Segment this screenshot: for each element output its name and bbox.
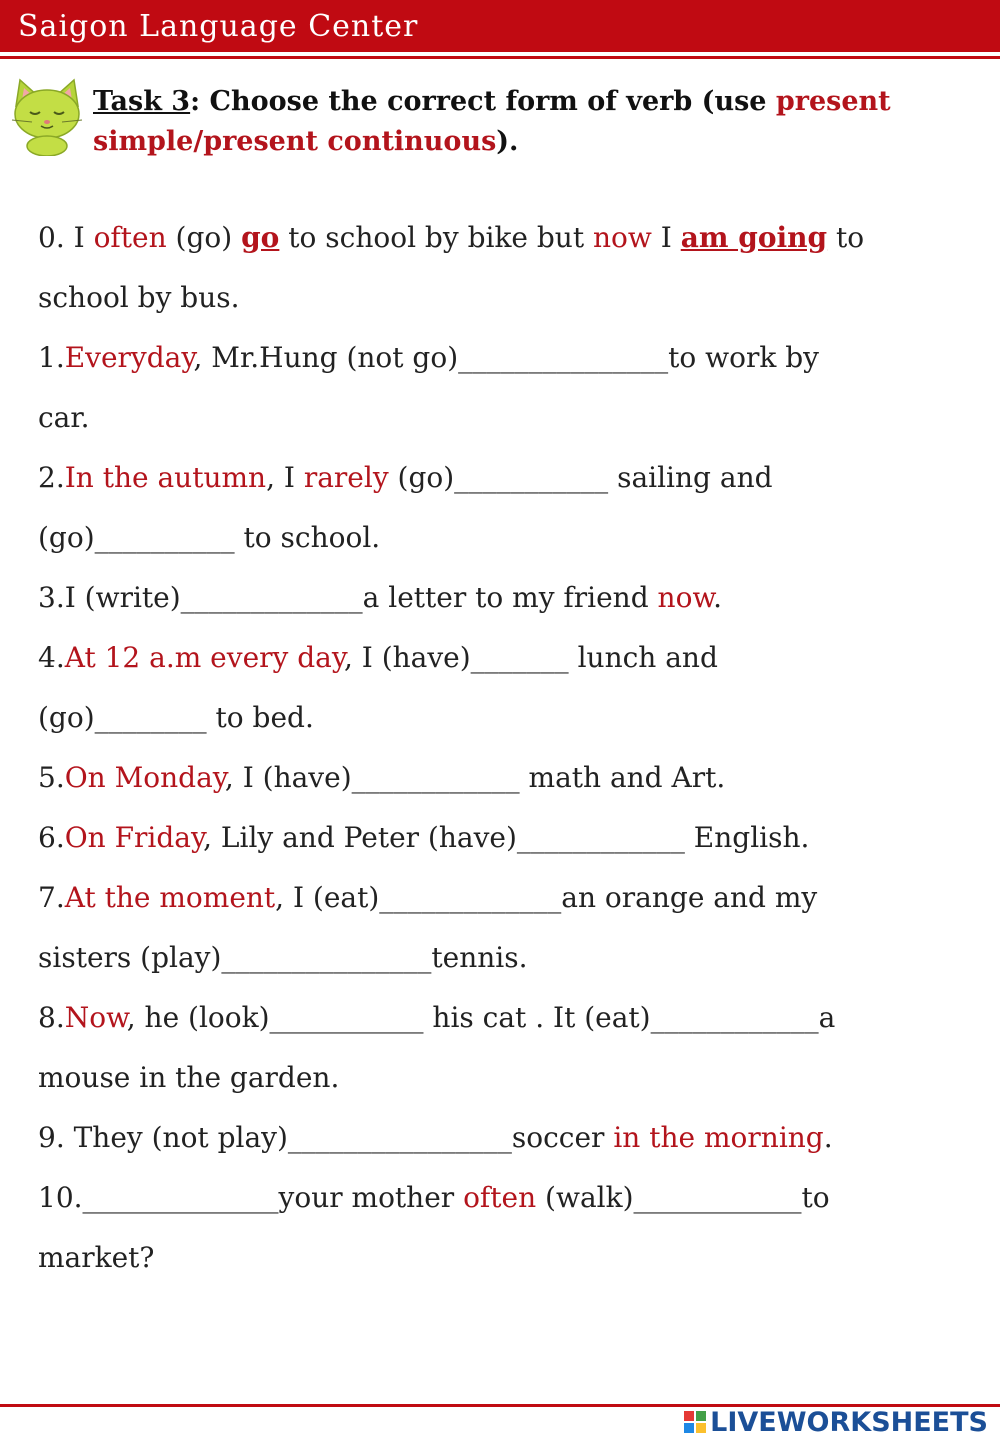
time-expression: in the morning xyxy=(613,1121,824,1154)
header-bar xyxy=(0,0,1000,52)
sentence-text: to xyxy=(827,221,865,254)
exercise-line xyxy=(38,1108,978,1168)
sentence-text: (go)___________ sailing and xyxy=(388,461,773,494)
exercise-line xyxy=(38,748,978,808)
time-expression: On Monday xyxy=(64,761,225,794)
example-answer: am going xyxy=(680,221,828,254)
sentence-text: 3.I (write)_____________a letter to my friend xyxy=(38,581,658,614)
liveworksheets-logo xyxy=(684,1405,988,1439)
exercise-line xyxy=(38,1228,978,1288)
time-expression: At 12 a.m every day xyxy=(64,641,344,674)
sentence-text: (go) xyxy=(166,221,242,254)
exercise-line xyxy=(38,388,978,448)
sentence-text: , I (eat)_____________an orange and my xyxy=(275,881,818,914)
cat-mascot-icon xyxy=(6,76,88,156)
logo-badge-icon xyxy=(684,1411,706,1433)
sentence-text: (walk)____________to xyxy=(536,1181,830,1214)
sentence-text: I xyxy=(651,221,681,254)
sentence-text: 0. I xyxy=(38,221,94,254)
exercise-line xyxy=(38,688,978,748)
sentence-text: , he (look)___________ his cat . It (eat)____________a xyxy=(126,1001,836,1034)
sentence-text: 2. xyxy=(38,461,65,494)
time-expression: now xyxy=(593,221,652,254)
header-divider xyxy=(0,56,1000,59)
task-instruction-end: ). xyxy=(496,126,519,157)
exercise-line xyxy=(38,568,978,628)
exercise-line xyxy=(38,448,978,508)
sentence-text: sisters (play)_______________tennis. xyxy=(38,941,528,974)
exercise-list xyxy=(38,208,978,1288)
sentence-text: school by bus. xyxy=(38,281,240,314)
task-heading xyxy=(93,82,973,162)
time-expression: now xyxy=(657,581,714,614)
sentence-text: , Lily and Peter (have)____________ English. xyxy=(203,821,810,854)
exercise-line xyxy=(38,508,978,568)
exercise-line xyxy=(38,628,978,688)
sentence-text: (go)__________ to school. xyxy=(38,521,381,554)
task-tenses: present simple/present continuous xyxy=(93,86,891,157)
sentence-text: , I xyxy=(266,461,304,494)
sentence-text: 9. They (not play)________________soccer xyxy=(38,1121,614,1154)
sentence-text: , I (have)____________ math and Art. xyxy=(224,761,726,794)
time-expression: Everyday xyxy=(64,341,194,374)
task-label: Task 3 xyxy=(93,86,191,117)
sentence-text: 8. xyxy=(38,1001,65,1034)
sentence-text: car. xyxy=(38,401,90,434)
example-answer: go xyxy=(241,221,280,254)
time-expression: Now xyxy=(64,1001,127,1034)
task-instruction: : Choose the correct form of verb (use xyxy=(190,86,776,117)
sentence-text: 4. xyxy=(38,641,65,674)
exercise-line xyxy=(38,268,978,328)
sentence-text: . xyxy=(823,1121,833,1154)
sentence-text: , I (have)_______ lunch and xyxy=(343,641,718,674)
sentence-text: 5. xyxy=(38,761,65,794)
sentence-text: 7. xyxy=(38,881,65,914)
exercise-line xyxy=(38,868,978,928)
exercise-line xyxy=(38,1048,978,1108)
sentence-text: mouse in the garden. xyxy=(38,1061,340,1094)
sentence-text: to school by bike but xyxy=(279,221,593,254)
time-expression: In the autumn xyxy=(64,461,267,494)
time-expression: On Friday xyxy=(64,821,204,854)
sentence-text: 1. xyxy=(38,341,65,374)
exercise-line xyxy=(38,1168,978,1228)
brand-text: LIVEWORKSHEETS xyxy=(710,1406,988,1438)
exercise-line xyxy=(38,988,978,1048)
sentence-text: , Mr.Hung (not go)_______________to work by xyxy=(193,341,819,374)
exercise-line xyxy=(38,928,978,988)
sentence-text: market? xyxy=(38,1241,155,1274)
exercise-line xyxy=(38,808,978,868)
time-expression: rarely xyxy=(303,461,389,494)
time-expression: often xyxy=(463,1181,537,1214)
time-expression: At the moment xyxy=(64,881,276,914)
exercise-line xyxy=(38,328,978,388)
sentence-text: . xyxy=(713,581,722,614)
sentence-text: 6. xyxy=(38,821,65,854)
center-title: Saigon Language Center xyxy=(18,9,419,44)
time-expression: often xyxy=(93,221,167,254)
exercise-line xyxy=(38,208,978,268)
sentence-text: (go)________ to bed. xyxy=(38,701,314,734)
sentence-text: 10.______________your mother xyxy=(38,1181,464,1214)
